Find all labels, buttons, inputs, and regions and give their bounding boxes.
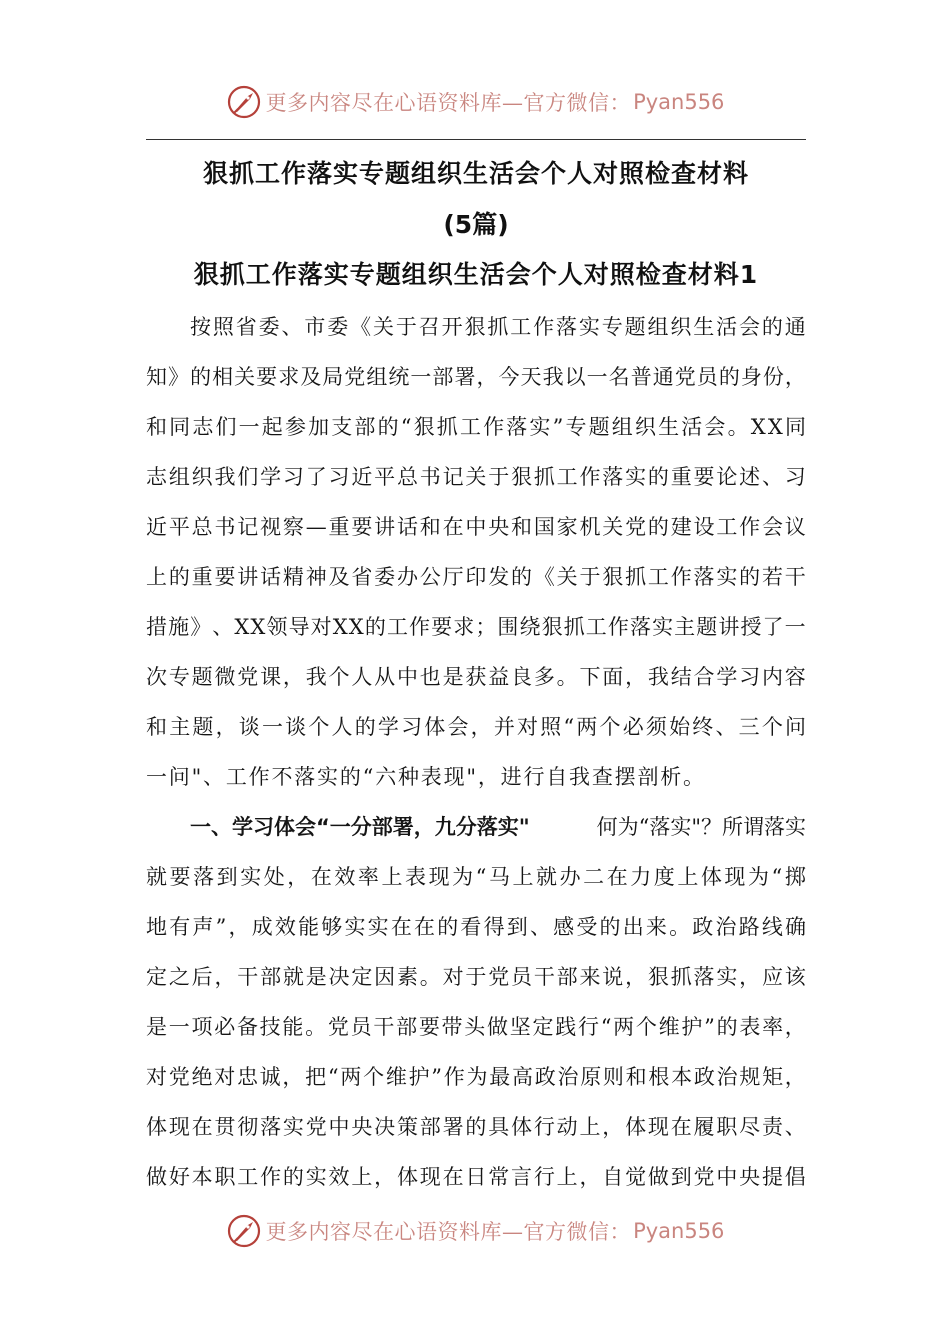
header-banner-text: 更多内容尽在心语资料库—官方微信： xyxy=(265,91,632,115)
footer-banner-handle: Pyan556 xyxy=(633,1219,725,1243)
document-title: 狠抓工作落实专题组织生活会个人对照检查材料 xyxy=(202,159,749,188)
body-line: 地 有 声 ” ， 成 效 能 够 实 实 在 在 的 看 得 到 、 感 受 的 出 来 。 政 治 路 线 确 xyxy=(146,915,806,939)
pen-nib-logo-icon xyxy=(226,1213,262,1249)
section-heading-continuation: 何为“落实"？所谓落实 xyxy=(596,815,806,839)
body-line: 次 专 题 微 党 课 ， 我 个 人 从 中 也 是 获 益 良 多 。 下 面 ， 我 结 合 学 习 内 容 xyxy=(146,665,806,689)
body-line: 是 一 项 必 备 技 能 。 党 员 干 部 要 带 头 做 坚 定 践 行 “ 两 个 维 护 ” 的 表 率 ， xyxy=(146,1015,806,1039)
body-line: 和 主 题 ， 谈 一 谈 个 人 的 学 习 体 会 ， 并 对 照 “ 两 个 必 须 始 终 、 三 个 问 xyxy=(146,715,806,739)
header-banner-handle: Pyan556 xyxy=(633,90,725,114)
body-line: 一问"、工作不落实的“六种表现"，进行自我查摆剖析。 xyxy=(146,765,706,789)
document-count: (5篇) xyxy=(443,210,509,239)
header-banner xyxy=(0,82,950,122)
pen-nib-logo-icon xyxy=(226,84,262,120)
body-line: 知 》 的 相 关 要 求 及 局 党 组 统 一 部 署 ， 今 天 我 以 一 名 普 通 党 员 的 身 份 ， xyxy=(146,365,806,389)
body-line: 近 平 总 书 记 视 察 — 重 要 讲 话 和 在 中 央 和 国 家 机 关 党 的 建 设 工 作 会 议 xyxy=(146,515,806,539)
body-line: 措 施 》 、 X X 领 导 对 X X 的 工 作 要 求 ； 围 绕 狠 抓 工 作 落 实 主 题 讲 授 了 一 xyxy=(146,615,806,639)
body-line: 上 的 重 要 讲 话 精 神 及 省 委 办 公 厅 印 发 的 《 关 于 狠 抓 工 作 落 实 的 若 干 xyxy=(146,565,806,589)
section-heading: 一、学习体会“一分部署，九分落实" xyxy=(190,815,530,839)
body-line: 体 现 在 贯 彻 落 实 党 中 央 决 策 部 署 的 具 体 行 动 上 ， 体 现 在 履 职 尽 责 、 xyxy=(146,1115,806,1139)
body-line: 做 好 本 职 工 作 的 实 效 上 ， 体 现 在 日 常 言 行 上 ， 自 觉 做 到 党 中 央 提 倡 xyxy=(146,1165,806,1189)
footer-banner-text: 更多内容尽在心语资料库—官方微信： xyxy=(265,1220,632,1244)
footer-banner xyxy=(0,1211,950,1251)
document-subtitle: 狠抓工作落实专题组织生活会个人对照检查材料1 xyxy=(193,260,759,289)
body-line: 就 要 落 到 实 处 ， 在 效 率 上 表 现 为 “ 马 上 就 办 二 在 力 度 上 体 现 为 “ 掷 xyxy=(146,865,806,889)
document-body xyxy=(146,302,806,1202)
header-divider xyxy=(146,139,806,140)
section-heading-line xyxy=(146,802,806,852)
body-line: 定 之 后 ， 干 部 就 是 决 定 因 素 。 对 于 党 员 干 部 来 说 ， 狠 抓 落 实 ， 应 该 xyxy=(146,965,806,989)
body-line: 志 组 织 我 们 学 习 了 习 近 平 总 书 记 关 于 狠 抓 工 作 落 实 的 重 要 论 述 、 习 xyxy=(146,465,806,489)
body-line: 按 照 省 委 、 市 委 《 关 于 召 开 狠 抓 工 作 落 实 专 题 组 织 生 活 会 的 通 xyxy=(190,315,806,339)
body-line: 对 党 绝 对 忠 诚 ， 把 “ 两 个 维 护 ” 作 为 最 高 政 治 原 则 和 根 本 政 治 规 矩 ， xyxy=(146,1065,806,1089)
body-line: 和 同 志 们 一 起 参 加 支 部 的 “ 狠 抓 工 作 落 实 ” 专 题 组 织 生 活 会 。 X X 同 xyxy=(146,415,806,439)
